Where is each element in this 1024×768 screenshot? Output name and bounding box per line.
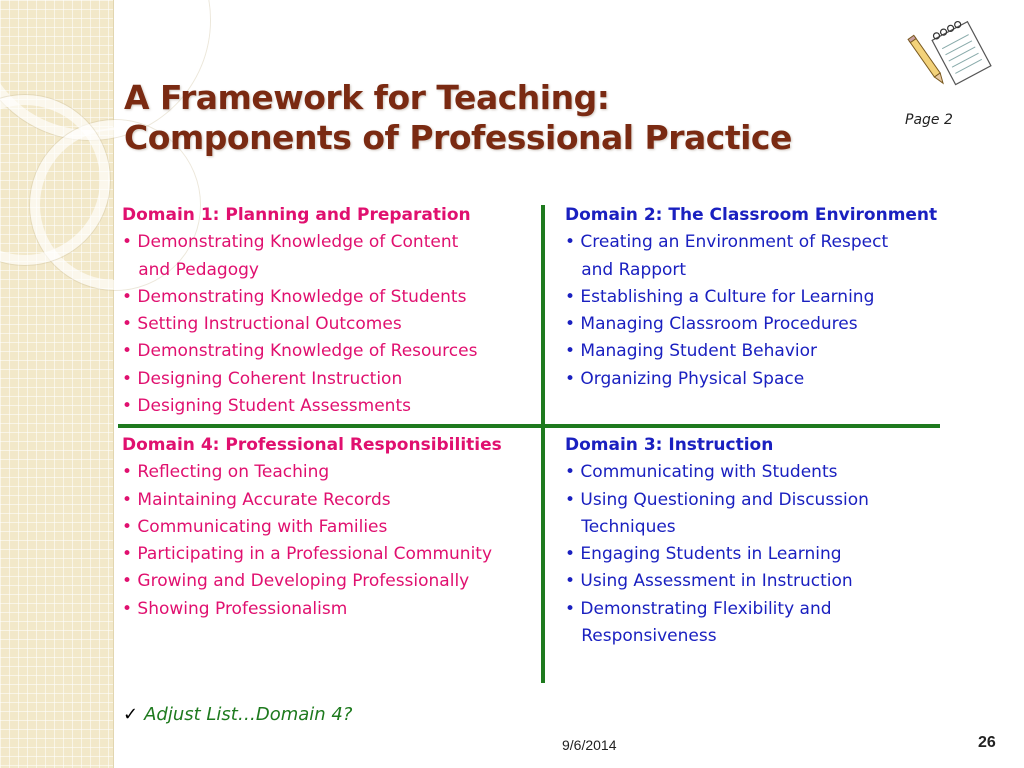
list-item: • Designing Student Assessments [122, 396, 411, 417]
domain-3-instruction [565, 432, 869, 650]
list-item: • Setting Instructional Outcomes [122, 314, 402, 335]
list-item: • Growing and Developing Professionally [122, 571, 470, 592]
vertical-divider [541, 205, 545, 683]
list-item: • Demonstrating Knowledge of Resources [122, 341, 478, 362]
list-item: • Designing Coherent Instruction [122, 368, 403, 389]
list-item: and Rapport [565, 259, 687, 280]
list-item: • Creating an Environment of Respect [565, 232, 889, 253]
slide-title [124, 78, 924, 158]
list-item: Responsiveness [565, 626, 717, 647]
list-item: • Demonstrating Knowledge of Content [122, 232, 459, 253]
list-item: • Participating in a Professional Community [122, 544, 493, 565]
list-item: • Showing Professionalism [122, 598, 348, 619]
list-item: • Demonstrating Knowledge of Students [122, 286, 467, 307]
list-item: • Managing Student Behavior [565, 341, 818, 362]
decorative-side-strip [0, 0, 114, 768]
list-item: • Maintaining Accurate Records [122, 489, 391, 510]
list-item: • Managing Classroom Procedures [565, 314, 858, 335]
footer-date: 9/6/2014 [562, 737, 617, 753]
domain-4-professional-responsibilities [122, 432, 502, 623]
checkmark-icon: ✓ [123, 704, 139, 725]
adjust-note [123, 704, 352, 725]
list-item: Techniques [565, 516, 676, 537]
domain-heading: Domain 2: The Classroom Environment [565, 205, 938, 225]
domain-heading: Domain 1: Planning and Preparation [122, 205, 471, 225]
list-item: • Using Questioning and Discussion [565, 489, 869, 510]
slide-number: 26 [978, 734, 996, 751]
title-line-1: A Framework for Teaching: [124, 78, 610, 117]
domain-2-classroom-environment [565, 202, 937, 393]
list-item: • Using Assessment in Instruction [565, 571, 853, 592]
title-line-2: Components of Professional Practice [124, 118, 792, 157]
domain-heading: Domain 4: Professional Responsibilities [122, 435, 502, 455]
list-item: • Engaging Students in Learning [565, 544, 842, 565]
list-item: • Communicating with Families [122, 516, 388, 537]
adjust-note-text: Adjust List…Domain 4? [144, 704, 353, 725]
horizontal-divider [118, 424, 940, 428]
list-item: • Establishing a Culture for Learning [565, 286, 875, 307]
list-item: • Communicating with Students [565, 462, 838, 483]
notepad-pencil-icon [902, 14, 1002, 96]
list-item: • Demonstrating Flexibility and [565, 598, 832, 619]
list-item: • Reflecting on Teaching [122, 462, 330, 483]
page-reference: Page 2 [905, 112, 953, 128]
list-item: and Pedagogy [122, 259, 259, 280]
list-item: • Organizing Physical Space [565, 368, 805, 389]
domain-heading: Domain 3: Instruction [565, 435, 774, 455]
domain-1-planning [122, 202, 477, 420]
